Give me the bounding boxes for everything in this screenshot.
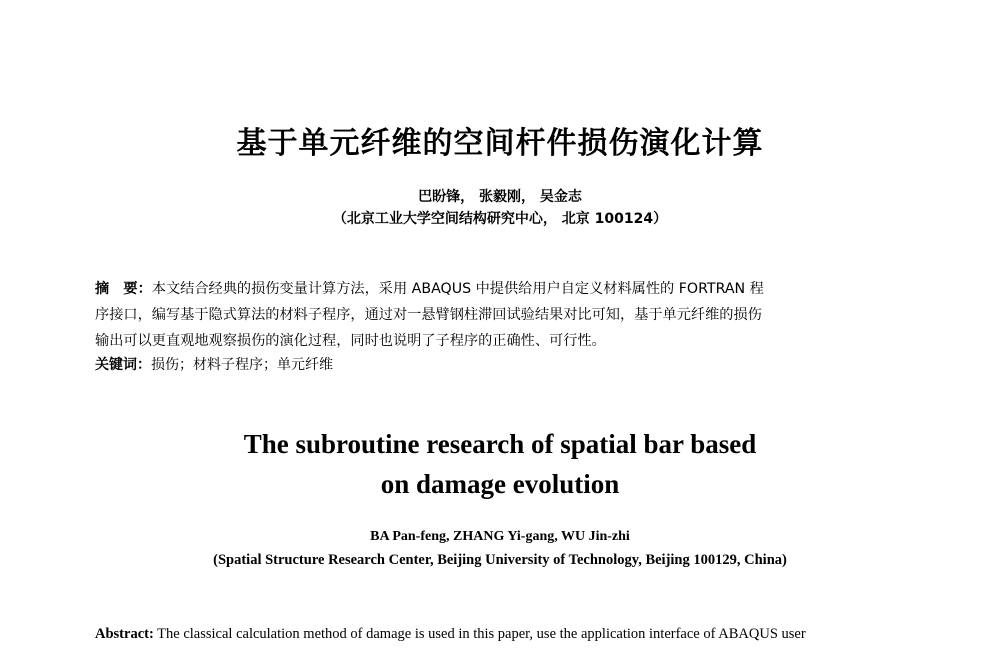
english-abstract-text: The classical calculation method of damage is used in this paper, use the application interface of ABAQUS user	[153, 626, 806, 642]
chinese-keywords-text: 损伤；材料子程序；单元纤维	[151, 357, 333, 373]
english-abstract-label: Abstract:	[95, 626, 154, 642]
english-title	[0, 424, 1000, 504]
chinese-keywords	[95, 354, 333, 374]
english-authors: BA Pan-feng, ZHANG Yi-gang, WU Jin-zhi	[370, 529, 630, 544]
chinese-abstract	[95, 276, 900, 354]
chinese-affiliation: （北京工业大学空间结构研究中心， 北京 100124）	[332, 211, 668, 227]
chinese-authors: 巴盼锋， 张毅刚， 吴金志	[418, 189, 582, 205]
english-abstract	[95, 626, 806, 643]
chinese-abstract-line-1	[95, 276, 900, 302]
chinese-keywords-label: 关键词：	[95, 357, 151, 373]
english-title-line-1: The subroutine research of spatial bar based	[243, 429, 757, 459]
chinese-abstract-label: 摘 要：	[95, 281, 152, 297]
chinese-abstract-line-2: 序接口，编写基于隐式算法的材料子程序，通过对一悬臂钢柱滞回试验结果对比可知，基于单元纤维的损伤	[95, 307, 762, 323]
chinese-abstract-line-3: 输出可以更直观地观察损伤的演化过程，同时也说明了子程序的正确性、可行性。	[95, 333, 606, 349]
english-affiliation: (Spatial Structure Research Center, Beijing University of Technology, Beijing 100129, China)	[213, 552, 787, 568]
chinese-abstract-text-1: 本文结合经典的损伤变量计算方法，采用 ABAQUS 中提供给用户自定义材料属性的 FORTRAN 程	[151, 281, 764, 297]
english-title-line-2: on damage evolution	[380, 469, 620, 499]
chinese-title: 基于单元纤维的空间杆件损伤演化计算	[236, 126, 764, 161]
